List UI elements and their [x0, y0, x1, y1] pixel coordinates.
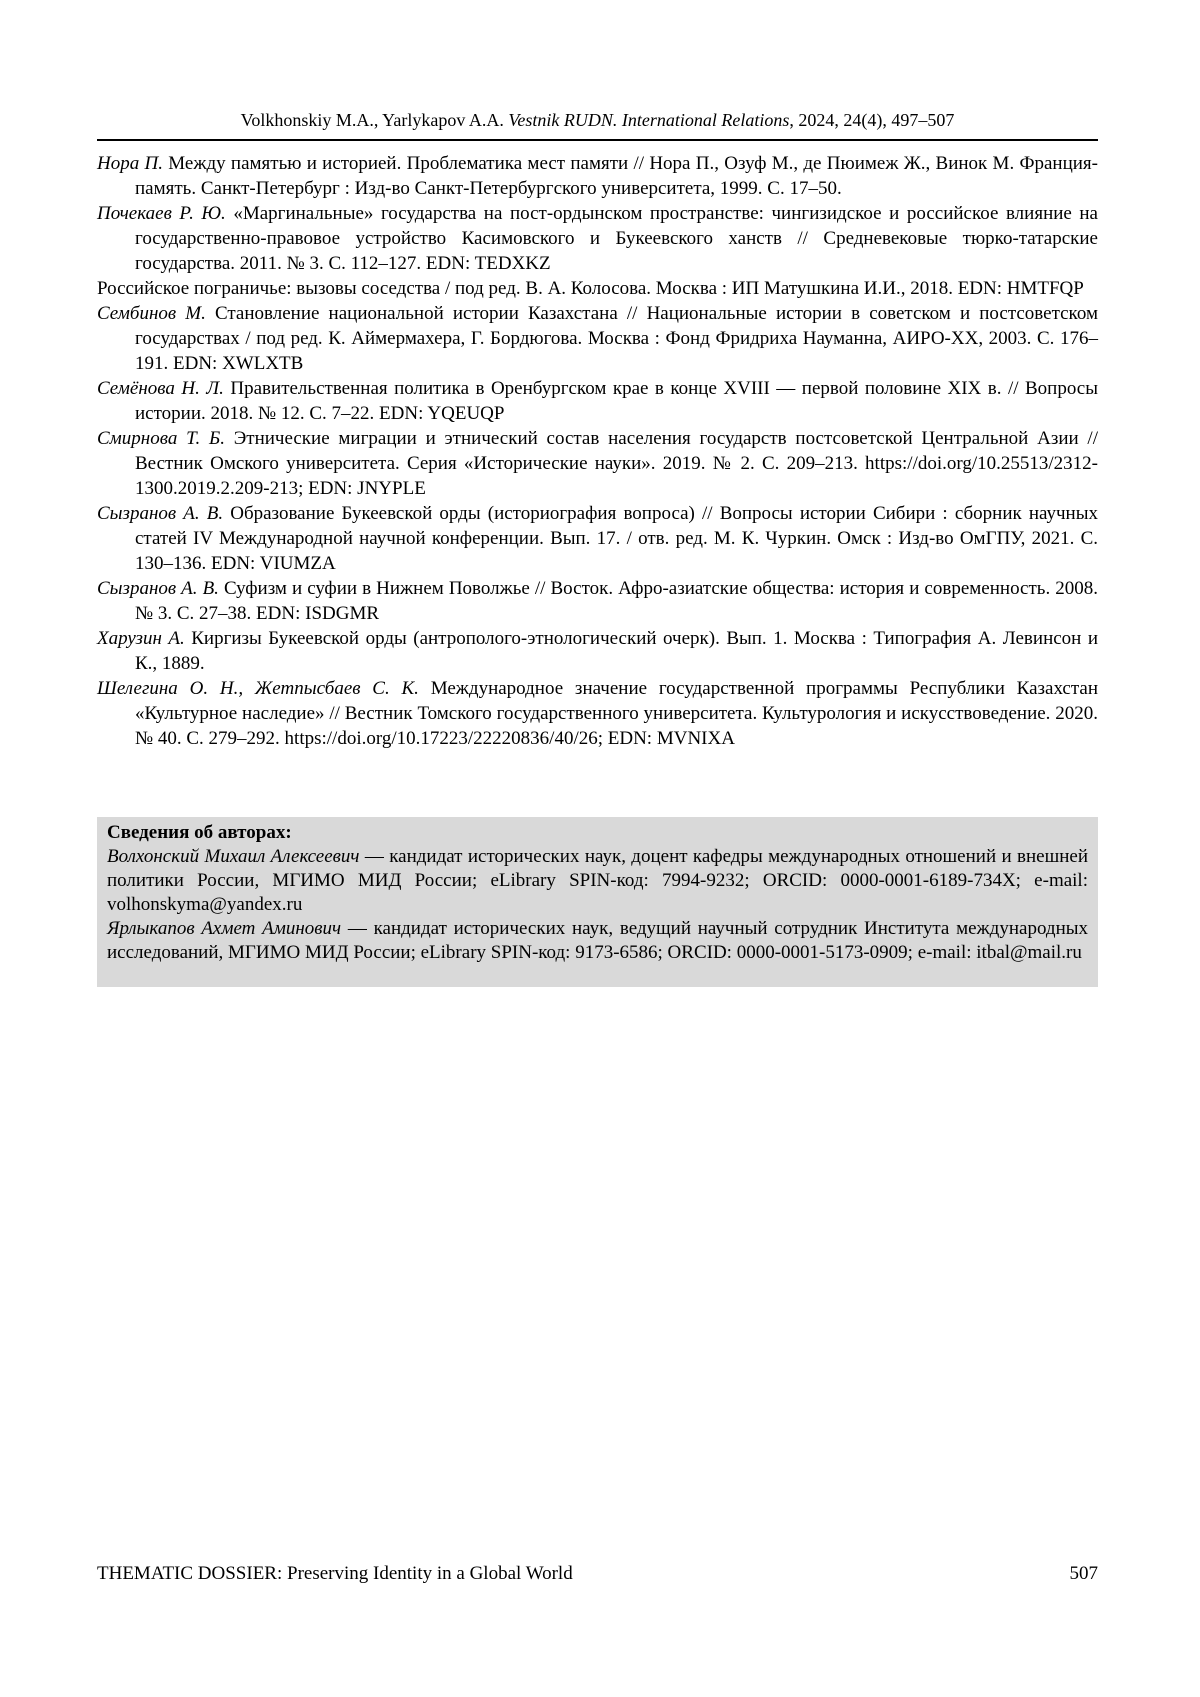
author-bio-text: — кандидат исторических наук, доцент кафедры международных отношений и внешней политики России, МГИМО МИД России; eLibrary SPIN-код: 7994-9232; ORCID: 0000-0001-6189-734X; e-mail: volhonskyma@yandex.ru [107, 846, 1088, 915]
reference-text: Между памятью и историей. Проблематика мест памяти // Нора П., Озуф М., де Пюимеж Ж., Винок М. Франция-память. Санкт-Петербург : Изд-во Санкт-Петербургского университета, 1999. С. 17–50. [135, 153, 1098, 199]
reference-entry [97, 676, 1098, 751]
reference-text: Международное значение государственной программы Республики Казахстан «Культурное наследие» // Вестник Томского государственного университета. Культурология и искусствоведение. 2020. № 40. С. 279–292. https://doi.org/10.17223/22220836/40/26; EDN: MVNIXA [135, 678, 1098, 749]
reference-text: Российское пограничье: вызовы соседства / под ред. В. А. Колосова. Москва : ИП Матушкина И.И., 2018. EDN: HMTFQP [97, 278, 1084, 299]
author-bio-text: — кандидат исторических наук, ведущий научный сотрудник Института международных исследований, МГИМО МИД России; eLibrary SPIN-код: 9173-6586; ORCID: 0000-0001-5173-0909; e-mail: itbal@mail.ru [107, 918, 1088, 963]
reference-text: Становление национальной истории Казахстана // Национальные истории в советском и постсоветском государствах / под ред. К. Аймермахера, Г. Бордюгова. Москва : Фонд Фридриха Науманна, АИРО-XX, 2003. С. 176–191. EDN: XWLXTB [135, 303, 1098, 374]
reference-text: Этнические миграции и этнический состав населения государств постсоветской Центральной Азии // Вестник Омского университета. Серия «Исторические науки». 2019. № 2. С. 209–213. https://doi.org/10.25513/2312-1300.2019.2.209-213; EDN: JNYPLE [135, 428, 1098, 499]
authors-info-box [97, 817, 1098, 987]
reference-entry [97, 151, 1098, 201]
reference-author: Сызранов А. В. [97, 503, 224, 524]
reference-entry [97, 426, 1098, 501]
running-header-journal-title: Vestnik RUDN. International Relations [508, 110, 790, 130]
author-bio [107, 917, 1088, 965]
author-name: Ярлыкапов Ахмет Аминович [107, 918, 342, 939]
authors-box-heading: Сведения об авторах: [107, 822, 292, 843]
author-name: Волхонский Михаил Алексеевич [107, 846, 360, 867]
reference-entry [97, 576, 1098, 626]
reference-entry [97, 301, 1098, 376]
reference-entry [97, 276, 1098, 301]
reference-author: Сызранов А. В. [97, 578, 219, 599]
page-footer [97, 1562, 1098, 1586]
reference-text: Правительственная политика в Оренбургском крае в конце XVIII — первой половине XIX в. // Вопросы истории. 2018. № 12. С. 7–22. EDN: YQEUQP [135, 378, 1098, 424]
reference-author: Сембинов М. [97, 303, 206, 324]
references-list [97, 151, 1098, 751]
reference-text: Киргизы Букеевской орды (антрополого-этнологический очерк). Вып. 1. Москва : Типография А. Левинсон и К., 1889. [135, 628, 1099, 674]
reference-entry [97, 201, 1098, 276]
reference-author: Нора П. [97, 153, 163, 174]
reference-author: Смирнова Т. Б. [97, 428, 225, 449]
running-header-authors: Volkhonskiy M.A., Yarlykapov A.A. [240, 110, 509, 130]
reference-author: Семёнова Н. Л. [97, 378, 224, 399]
page-number: 507 [1069, 1563, 1098, 1584]
running-header-issue-info: , 2024, 24(4), 497–507 [789, 110, 955, 130]
author-bio [107, 845, 1088, 917]
reference-text: Образование Букеевской орды (историография вопроса) // Вопросы истории Сибири : сборник научных статей IV Международной научной конференции. Вып. 17. / отв. ред. М. К. Чуркин. Омск : Изд-во ОмГПУ, 2021. С. 130–136. EDN: VIUMZA [135, 503, 1098, 574]
header-rule [97, 139, 1098, 141]
reference-author: Шелегина О. Н., Жетпысбаев С. К. [97, 678, 419, 699]
reference-entry [97, 376, 1098, 426]
reference-text: «Маргинальные» государства на пост-ордынском пространстве: чингизидское и российское влияние на государственно-правовое устройство Касимовского и Букеевского ханств // Средневековые тюрко-татарские государства. 2011. № 3. С. 112–127. EDN: TEDXKZ [135, 203, 1098, 274]
reference-entry [97, 626, 1098, 676]
reference-text: Суфизм и суфии в Нижнем Поволжье // Восток. Афро-азиатские общества: история и современность. 2008. № 3. С. 27–38. EDN: ISDGMR [135, 578, 1098, 624]
running-header [97, 109, 1098, 131]
reference-author: Почекаев Р. Ю. [97, 203, 226, 224]
reference-author: Харузин А. [97, 628, 185, 649]
reference-entry [97, 501, 1098, 576]
footer-section-label: THEMATIC DOSSIER: Preserving Identity in a Global World [97, 1563, 573, 1584]
